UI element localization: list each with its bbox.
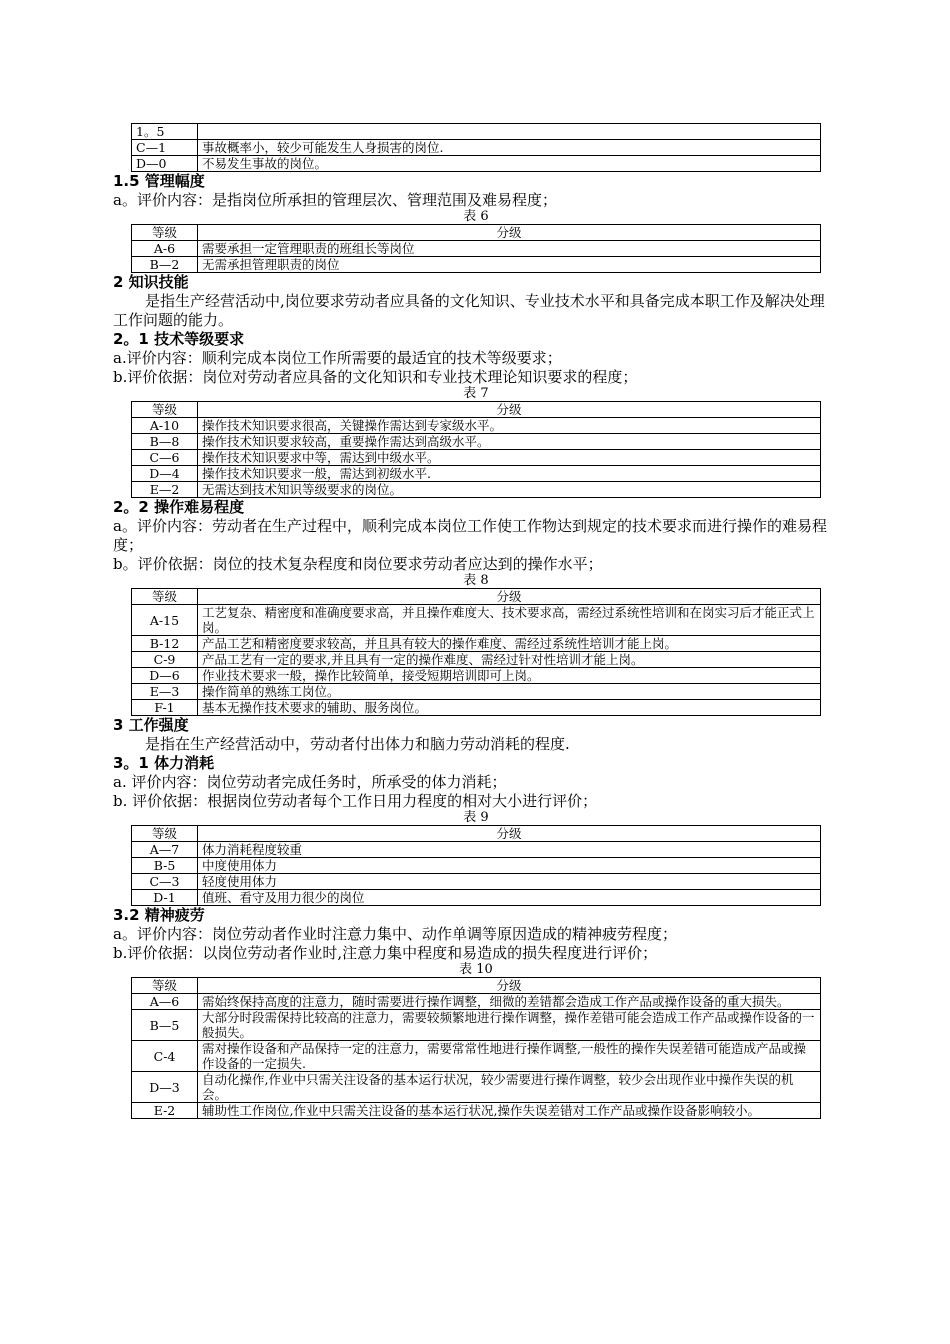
table-header-row [132, 978, 821, 994]
grade-cell: E—3 [132, 684, 198, 700]
section-heading-2: 2 知识技能 [113, 273, 189, 291]
desc-cell: 无需达到技术知识等级要求的岗位。 [198, 482, 821, 498]
desc-cell: 产品工艺和精密度要求较高，并且具有较大的操作难度、需经过系统性培训才能上岗。 [198, 636, 821, 652]
grade-cell: B—5 [132, 1010, 198, 1041]
table-row [132, 156, 821, 172]
table-row [132, 257, 821, 273]
table-8 [131, 588, 821, 716]
grade-cell: B-12 [132, 636, 198, 652]
table-header-row [132, 589, 821, 605]
desc-cell: 操作技术知识要求较高，重要操作需达到高级水平。 [198, 434, 821, 450]
eval-content: a. 评价内容：岗位劳动者完成任务时，所承受的体力消耗； [113, 773, 507, 791]
section-heading-3-1: 3。1 体力消耗 [113, 754, 215, 772]
grade-cell: B-5 [132, 858, 198, 874]
eval-basis: b.评价依据：以岗位劳动者作业时,注意力集中程度和易造成的损失程度进行评价； [113, 944, 658, 962]
grade-cell: C-4 [132, 1041, 198, 1072]
section-heading-3: 3 工作强度 [113, 716, 189, 734]
table-row [132, 668, 821, 684]
table-row [132, 1072, 821, 1103]
eval-basis: b. 评价依据：根据岗位劳动者每个工作日用力程度的相对大小进行评价； [113, 792, 598, 810]
table-row [132, 418, 821, 434]
table-row [132, 994, 821, 1010]
table-caption: 表 10 [459, 962, 493, 977]
table-row [132, 858, 821, 874]
desc-cell [198, 124, 821, 140]
table-row [132, 652, 821, 668]
section-heading-1-5: 1.5 管理幅度 [113, 172, 205, 190]
table-row [132, 124, 821, 140]
table-row [132, 842, 821, 858]
table-header-row [132, 826, 821, 842]
desc-cell: 值班、看守及用力很少的岗位 [198, 890, 821, 906]
grade-cell: A-10 [132, 418, 198, 434]
table-row [132, 890, 821, 906]
eval-basis: b.评价依据：岗位对劳动者应具备的文化知识和专业技术理论知识要求的程度； [113, 368, 638, 386]
table-row [132, 450, 821, 466]
desc-cell: 不易发生事故的岗位。 [198, 156, 821, 172]
desc-cell: 需始终保持高度的注意力，随时需要进行操作调整，细微的差错都会造成工作产品或操作设备的重大损失。 [198, 994, 821, 1010]
col-level: 分级 [198, 978, 821, 994]
table-row [132, 874, 821, 890]
table-caption: 表 6 [463, 209, 489, 224]
table-caption: 表 9 [463, 810, 489, 825]
table-caption: 表 7 [463, 386, 489, 401]
table-row [132, 605, 821, 636]
table-row [132, 684, 821, 700]
desc-cell: 作业技术要求一般，操作比较简单，接受短期培训即可上岗。 [198, 668, 821, 684]
eval-basis: b。评价依据：岗位的技术复杂程度和岗位要求劳动者应达到的操作水平； [113, 555, 603, 573]
grade-cell: A—6 [132, 994, 198, 1010]
desc-cell: 轻度使用体力 [198, 874, 821, 890]
table-row [132, 1041, 821, 1072]
col-level: 分级 [198, 402, 821, 418]
section-heading-3-2: 3.2 精神疲劳 [113, 906, 205, 924]
table-row [132, 482, 821, 498]
table-row [132, 434, 821, 450]
table-caption: 表 8 [463, 573, 489, 588]
table-row [132, 700, 821, 716]
col-grade: 等级 [132, 589, 198, 605]
col-level: 分级 [198, 225, 821, 241]
grade-cell: C—6 [132, 450, 198, 466]
table-row [132, 1103, 821, 1119]
table-row [132, 140, 821, 156]
table-5-tail [131, 123, 821, 172]
grade-cell: D—6 [132, 668, 198, 684]
section-heading-2-1: 2。1 技术等级要求 [113, 330, 245, 348]
col-grade: 等级 [132, 978, 198, 994]
table-row [132, 241, 821, 257]
desc-cell: 工艺复杂、精密度和准确度要求高，并且操作难度大、技术要求高，需经过系统性培训和在岗实习后才能正式上岗。 [198, 605, 821, 636]
desc-cell: 辅助性工作岗位,作业中只需关注设备的基本运行状况,操作失误差错对工作产品或操作设备影响较小。 [198, 1103, 821, 1119]
eval-content: a。评价内容：是指岗位所承担的管理层次、管理范围及难易程度； [113, 191, 557, 209]
col-grade: 等级 [132, 402, 198, 418]
desc-cell: 操作技术知识要求中等，需达到中级水平。 [198, 450, 821, 466]
grade-cell: F-1 [132, 700, 198, 716]
desc-cell: 需要承担一定管理职责的班组长等岗位 [198, 241, 821, 257]
table-row [132, 466, 821, 482]
eval-content: a。评价内容：劳动者在生产过程中，顺利完成本岗位工作使工作物达到规定的技术要求而进行操作的难易程度； [113, 517, 827, 554]
table-row [132, 1010, 821, 1041]
table-header-row [132, 225, 821, 241]
section-intro: 是指生产经营活动中,岗位要求劳动者应具备的文化知识、专业技术水平和具备完成本职工作及解决处理工作问题的能力。 [113, 292, 825, 329]
grade-cell: C—1 [132, 140, 198, 156]
table-9 [131, 825, 821, 906]
desc-cell: 大部分时段需保持比较高的注意力，需要较频繁地进行操作调整，操作差错可能会造成工作产品或操作设备的一般损失。 [198, 1010, 821, 1041]
grade-cell: D—4 [132, 466, 198, 482]
desc-cell: 产品工艺有一定的要求,并且具有一定的操作难度、需经过针对性培训才能上岗。 [198, 652, 821, 668]
grade-cell: D—3 [132, 1072, 198, 1103]
desc-cell: 体力消耗程度较重 [198, 842, 821, 858]
grade-cell: 1。5 [132, 124, 198, 140]
grade-cell: E-2 [132, 1103, 198, 1119]
grade-cell: D-1 [132, 890, 198, 906]
desc-cell: 事故概率小，较少可能发生人身损害的岗位. [198, 140, 821, 156]
section-intro: 是指在生产经营活动中，劳动者付出体力和脑力劳动消耗的程度. [145, 735, 570, 753]
eval-content: a。评价内容：岗位劳动者作业时注意力集中、动作单调等原因造成的精神疲劳程度； [113, 925, 677, 943]
col-level: 分级 [198, 826, 821, 842]
grade-cell: A-15 [132, 605, 198, 636]
grade-cell: C-9 [132, 652, 198, 668]
table-header-row [132, 402, 821, 418]
grade-cell: D—0 [132, 156, 198, 172]
eval-content: a.评价内容：顺利完成本岗位工作所需要的最适宜的技术等级要求； [113, 349, 562, 367]
grade-cell: A—7 [132, 842, 198, 858]
grade-cell: C—3 [132, 874, 198, 890]
table-row [132, 636, 821, 652]
section-heading-2-2: 2。2 操作难易程度 [113, 498, 245, 516]
grade-cell: A-6 [132, 241, 198, 257]
desc-cell: 操作简单的熟练工岗位。 [198, 684, 821, 700]
col-level: 分级 [198, 589, 821, 605]
grade-cell: E—2 [132, 482, 198, 498]
desc-cell: 需对操作设备和产品保持一定的注意力，需要常常性地进行操作调整,一般性的操作失误差错可能造成产品或操作设备的一定损失. [198, 1041, 821, 1072]
desc-cell: 自动化操作,作业中只需关注设备的基本运行状况，较少需要进行操作调整，较少会出现作业中操作失误的机会。 [198, 1072, 821, 1103]
desc-cell: 操作技术知识要求很高，关键操作需达到专家级水平。 [198, 418, 821, 434]
grade-cell: B—2 [132, 257, 198, 273]
document-page [113, 123, 838, 1119]
desc-cell: 操作技术知识要求一般，需达到初级水平. [198, 466, 821, 482]
grade-cell: B—8 [132, 434, 198, 450]
table-7 [131, 401, 821, 498]
table-10 [131, 977, 821, 1119]
table-6 [131, 224, 821, 273]
desc-cell: 基本无操作技术要求的辅助、服务岗位。 [198, 700, 821, 716]
col-grade: 等级 [132, 826, 198, 842]
col-grade: 等级 [132, 225, 198, 241]
desc-cell: 无需承担管理职责的岗位 [198, 257, 821, 273]
desc-cell: 中度使用体力 [198, 858, 821, 874]
